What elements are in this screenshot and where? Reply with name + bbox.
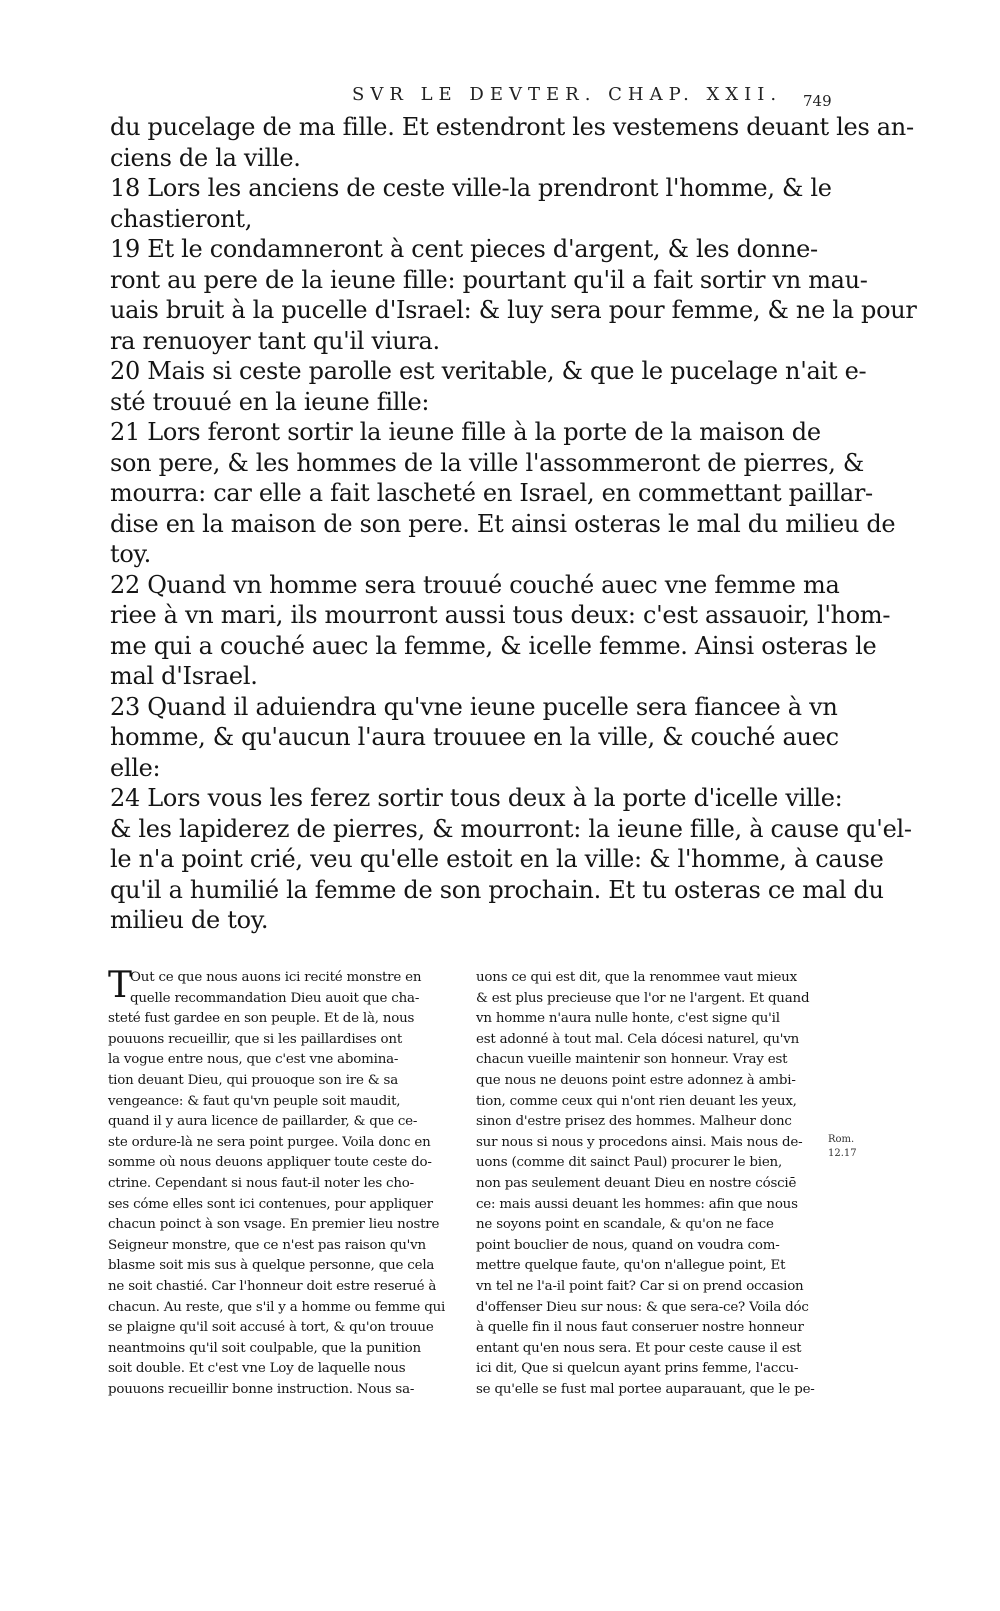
running-title: SVR LE DEVTER. CHAP. XXII. xyxy=(352,84,783,105)
commentary-line: pouuons recueillir bonne instruction. Nous sa- xyxy=(108,1381,415,1397)
verse-line: milieu de toy. xyxy=(110,906,269,934)
commentary-line: ses cóme elles sont ici contenues, pour appliquer xyxy=(108,1196,433,1212)
commentary-line: soit double. Et c'est vne Loy de laquelle nous xyxy=(108,1361,406,1377)
folio-number: 749 xyxy=(803,92,832,110)
verse-line: du pucelage de ma fille. Et estendront les vestemens deuant les an- xyxy=(110,113,914,141)
commentary-line: ici dit, Que si quelcun ayant prins femme, l'accu- xyxy=(476,1361,799,1377)
verse-line: me qui a couché auec la femme, & icelle femme. Ainsi osteras le xyxy=(110,631,877,660)
verse-line: ra renuoyer tant qu'il viura. xyxy=(110,326,440,355)
commentary-line: vn homme n'aura nulle honte, c'est signe qu'il xyxy=(476,1011,780,1027)
verse-line: mourra: car elle a fait lascheté en Israel, en commettant paillar- xyxy=(110,479,873,507)
commentary-line: entant qu'en nous sera. Et pour ceste cause il est xyxy=(476,1340,802,1356)
commentary-line: chacun vueille maintenir son honneur. Vray est xyxy=(476,1052,788,1068)
verse-line: homme, & qu'aucun l'aura trouuee en la ville, & couché auec xyxy=(110,723,839,751)
verse-line: ciens de la ville. xyxy=(110,143,301,172)
commentary-line: pouuons recueillir, que si les paillardises ont xyxy=(108,1031,403,1047)
verse-line: 22 Quand vn homme sera trouué couché auec vne femme ma xyxy=(110,570,840,599)
commentary-left-column xyxy=(108,965,462,1400)
commentary-line: tion deuant Dieu, qui prouoque son ire & sa xyxy=(108,1072,398,1088)
margin-reference xyxy=(828,1133,868,1161)
commentary-line: chacun poinct à son vsage. En premier lieu nostre xyxy=(108,1217,440,1233)
commentary-line: blasme soit mis sus à quelque personne, que cela xyxy=(108,1258,435,1274)
verse-line: 19 Et le condamneront à cent pieces d'argent, & les donne- xyxy=(110,235,818,263)
commentary-line: ce: mais aussi deuant les hommes: afin que nous xyxy=(476,1196,798,1212)
commentary-line: vn tel ne l'a-il point fait? Car si on prend occasion xyxy=(476,1278,804,1294)
verse-line: riee à vn mari, ils mourront aussi tous deux: c'est assauoir, l'hom- xyxy=(110,601,891,629)
commentary-line: vengeance: & faut qu'vn peuple soit maudit, xyxy=(108,1093,401,1109)
commentary-line: quelle recommandation Dieu auoit que cha- xyxy=(130,990,420,1006)
commentary-line: d'offenser Dieu sur nous: & que sera-ce? Voila dóc xyxy=(476,1299,809,1315)
commentary-line: ne soit chastié. Car l'honneur doit estre reserué à xyxy=(108,1278,437,1294)
verse-line: ront au pere de la ieune fille: pourtant qu'il a fait sortir vn mau- xyxy=(110,265,868,294)
commentary-line: la vogue entre nous, que c'est vne abomina- xyxy=(108,1052,399,1068)
verse-line: sté trouué en la ieune fille: xyxy=(110,387,430,416)
commentary-line: Out ce que nous auons ici recité monstre en xyxy=(130,970,422,985)
verse-line: 21 Lors feront sortir la ieune fille à la porte de la maison de xyxy=(110,418,821,446)
commentary-line: somme où nous deuons appliquer toute ceste do- xyxy=(108,1155,432,1171)
verse-line: qu'il a humilié la femme de son prochain. Et tu osteras ce mal du xyxy=(110,875,884,904)
verse-line: dise en la maison de son pere. Et ainsi osteras le mal du milieu de xyxy=(110,509,896,538)
commentary-line: Seigneur monstre, que ce n'est pas raison qu'vn xyxy=(108,1237,426,1253)
verse-line: 20 Mais si ceste parolle est veritable, & que le pucelage n'ait e- xyxy=(110,357,867,385)
verse-line: son pere, & les hommes de la ville l'assommeront de pierres, & xyxy=(110,448,864,477)
commentary-line: se plaigne qu'il soit accusé à tort, & qu'on trouue xyxy=(108,1320,434,1336)
commentary-line: est adonné à tout mal. Cela dócesi naturel, qu'vn xyxy=(476,1031,800,1047)
commentary-line: neantmoins qu'il soit coulpable, que la punition xyxy=(108,1340,421,1356)
commentary-line: mettre quelque faute, qu'on n'allegue point, Et xyxy=(476,1258,786,1274)
commentary-line: ctrine. Cependant si nous faut-il noter les cho- xyxy=(108,1175,414,1191)
commentary-line: que nous ne deuons point estre adonnez à ambi- xyxy=(476,1072,796,1088)
commentary-line: point bouclier de nous, quand on voudra com- xyxy=(476,1237,780,1253)
verse-line: elle: xyxy=(110,753,161,782)
commentary-line: à quelle fin il nous faut conseruer nostre honneur xyxy=(476,1320,804,1336)
verse-line: chastieront, xyxy=(110,204,253,233)
commentary-line: se qu'elle se fust mal portee auparauant, que le pe- xyxy=(476,1381,815,1397)
scripture-verses xyxy=(110,112,917,936)
commentary-line: ste ordure-là ne sera point purgee. Voila donc en xyxy=(108,1134,431,1150)
commentary-line: ne soyons point en scandale, & qu'on ne face xyxy=(476,1217,774,1233)
margin-reference-line: Rom. xyxy=(828,1134,855,1145)
commentary-line: sinon d'estre prisez des hommes. Malheur donc xyxy=(476,1114,792,1130)
commentary-line: non pas seulement deuant Dieu en nostre cósciē xyxy=(476,1175,797,1191)
commentary-right-column xyxy=(476,968,822,1400)
verse-line: 23 Quand il aduiendra qu'vne ieune pucelle sera fiancee à vn xyxy=(110,692,838,721)
verse-line: toy. xyxy=(110,540,151,568)
commentary-line: tion, comme ceux qui n'ont rien deuant les yeux, xyxy=(476,1093,797,1109)
verse-line: uais bruit à la pucelle d'Israel: & luy sera pour femme, & ne la pour xyxy=(110,296,917,324)
commentary-line: uons ce qui est dit, que la renommee vaut mieux xyxy=(476,970,797,985)
drop-initial: T xyxy=(108,965,132,1006)
verse-line: 24 Lors vous les ferez sortir tous deux à la porte d'icelle ville: xyxy=(110,784,843,812)
commentary-line: & est plus precieuse que l'or ne l'argent. Et quand xyxy=(476,990,810,1006)
commentary-line: steté fust gardee en son peuple. Et de là, nous xyxy=(108,1011,415,1027)
commentary-line: chacun. Au reste, que s'il y a homme ou femme qui xyxy=(108,1299,446,1315)
verse-line: le n'a point crié, veu qu'elle estoit en la ville: & l'homme, à cause xyxy=(110,845,884,873)
verse-line: mal d'Israel. xyxy=(110,662,258,690)
commentary-line: sur nous si nous y procedons ainsi. Mais nous de- xyxy=(476,1134,803,1150)
commentary-line: uons (comme dit sainct Paul) procurer le bien, xyxy=(476,1155,783,1171)
margin-reference-line: 12.17 xyxy=(828,1148,857,1159)
commentary-line: quand il y aura licence de paillarder, & que ce- xyxy=(108,1114,418,1130)
verse-line: & les lapiderez de pierres, & mourront: la ieune fille, à cause qu'el- xyxy=(110,814,912,843)
verse-line: 18 Lors les anciens de ceste ville-la prendront l'homme, & le xyxy=(110,174,832,202)
